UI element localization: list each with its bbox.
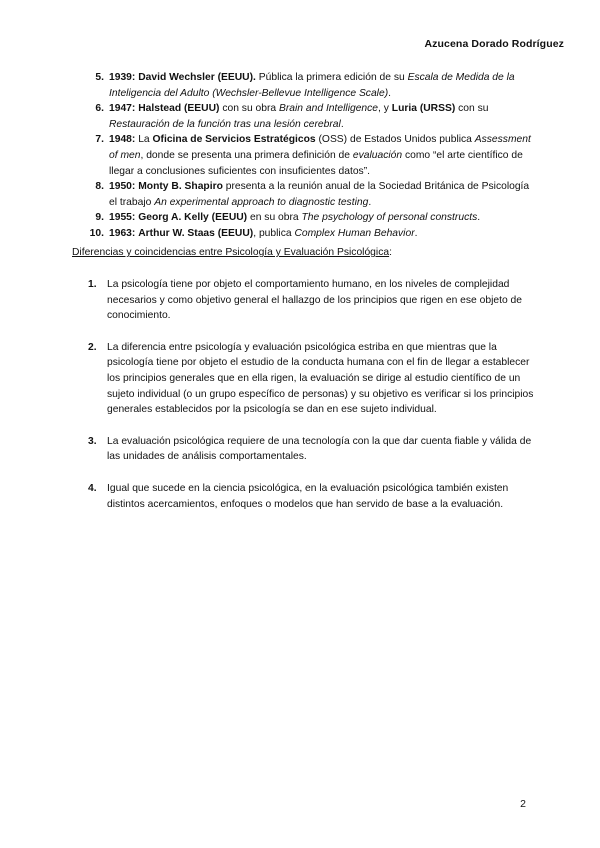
item-name: Luria (URSS) [391, 103, 456, 115]
item-text: Igual que sucede en la ciencia psicológica, en la evaluación psicológica también existen distintos acercamientos, enfoques o modelos que han servido de base a la evaluación. [107, 482, 509, 510]
item-text: , donde se presenta una primera definición de [140, 149, 353, 161]
list-item [88, 340, 538, 418]
item-title: An experimental approach to diagnostic testing [154, 196, 369, 208]
item-number: 8. [95, 181, 104, 193]
item-title: Assessment of men [109, 134, 531, 161]
item-number: 3. [88, 435, 97, 447]
item-text: La psicología tiene por objeto el comportamiento humano, en los niveles de complejidad necesarios y como objetivo general el hallazgo de los principios que rigen en ese objeto de conocimiento. [107, 279, 522, 322]
timeline-item [88, 101, 540, 132]
item-name: Arthur W. Staas (EEUU) [138, 227, 254, 239]
item-name: David Wechsler (EEUU). [138, 72, 256, 83]
item-text: Pública la primera edición de su [255, 72, 408, 83]
timeline-list [88, 70, 540, 242]
item-title: Complex Human Behavior [294, 227, 415, 239]
item-number: 9. [95, 212, 104, 224]
item-number: 5. [95, 72, 104, 83]
timeline-item [88, 70, 540, 101]
item-title: Escala de Medida de la Inteligencia del Adulto (Wechsler-Bellevue Intelligence Scale) [109, 72, 515, 99]
timeline-item [88, 210, 540, 226]
item-text: en su obra [247, 212, 302, 224]
item-text: como “el arte científico de llegar a conclusiones suficientes con insuficientes datos”. [109, 149, 523, 177]
item-text: La [135, 134, 153, 146]
section-heading-text: Diferencias y coincidencias entre Psicología y Evaluación Psicológica [72, 247, 390, 258]
item-text: La evaluación psicológica requiere de una tecnología con la que dar cuenta fiable y válida de las unidades de análisis comportamentales. [107, 435, 532, 463]
item-year: 1955: [109, 212, 136, 224]
section-heading-colon: : [389, 247, 392, 258]
item-number: 4. [88, 482, 97, 494]
item-text: , publica [253, 227, 295, 239]
item-text: con su obra [219, 103, 279, 115]
item-text: . [368, 196, 372, 208]
page-number: 2 [520, 798, 526, 810]
item-year: 1948: [109, 134, 136, 146]
item-text: La diferencia entre psicología y evaluación psicológica estriba en que mientras que la psicología tiene por objeto el estudio de la conducta humana con el fin de llegar a establecer los principios generales que en ella rigen, la evaluación se dirige al estudio científico de un sujeto individual (o un grupo específico de personas) y su objetivo es verificar si los principios generales establecidos por la psicología se dan en ese sujeto individual. [107, 341, 534, 416]
item-text: con su [455, 103, 489, 115]
item-title: Restauración de la función tras una lesión cerebral [109, 118, 341, 130]
item-title: The psychology of personal constructs [301, 212, 478, 224]
item-name: Georg A. Kelly (EEUU) [138, 212, 248, 224]
section-heading [72, 247, 392, 258]
item-name: Monty B. Shapiro [138, 181, 223, 193]
item-year: 1950: [109, 181, 136, 193]
list-item [88, 481, 538, 512]
list-item [88, 277, 538, 324]
item-text: . [340, 118, 344, 130]
item-year: 1963: [109, 227, 136, 239]
item-name: Halstead (EEUU) [138, 103, 220, 115]
timeline-item [88, 179, 540, 210]
list-item [88, 434, 538, 465]
item-text: . [414, 227, 418, 239]
item-title: evaluación [352, 149, 403, 161]
item-text: . [388, 87, 392, 99]
item-number: 6. [95, 103, 104, 115]
item-year: 1939: [109, 72, 136, 83]
item-number: 10. [89, 227, 104, 239]
item-title: Brain and Intelligence [279, 103, 379, 115]
header-author: Azucena Dorado Rodríguez [424, 38, 564, 50]
item-number: 7. [95, 134, 104, 146]
item-text: . [477, 212, 481, 224]
timeline-item [88, 132, 540, 179]
item-name: Oficina de Servicios Estratégicos [152, 134, 316, 146]
timeline-item [88, 226, 540, 242]
item-text: presenta a la reunión anual de la Sociedad Británica de Psicología el trabajo [109, 181, 530, 208]
item-year: 1947: [109, 103, 136, 115]
differences-list [88, 277, 538, 528]
item-text: (OSS) de Estados Unidos publica [315, 134, 475, 146]
item-text: , y [378, 103, 392, 115]
item-number: 2. [88, 341, 97, 353]
item-number: 1. [88, 279, 97, 290]
